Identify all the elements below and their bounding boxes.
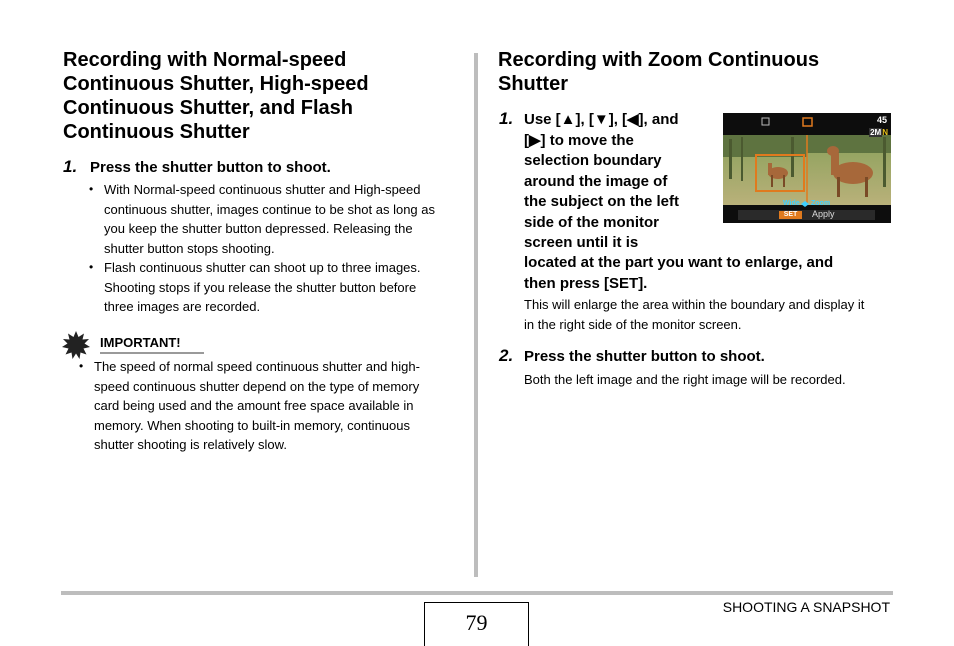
column-divider [474,53,478,577]
bullet-item [89,180,464,258]
text-line: continuous shutter, images continue to be shot as long as [104,201,435,217]
text-line: Shooting stops if you release the shutter button before [104,279,417,295]
right-section-heading [498,48,898,96]
text-line: • With Normal-speed continuous shutter and High-speed [104,182,421,197]
camera-monitor-image [723,113,891,223]
bullet-item [79,357,464,455]
text-line: in the right side of the monitor screen. [524,316,742,332]
heading-line: Continuous Shutter, and Flash [63,97,353,119]
right-step-1-description [524,295,894,334]
text-line: shutter shooting is relatively slow. [94,437,287,452]
camera-screen-graphic [723,113,891,223]
heading-line: Shutter [498,73,568,95]
image-size-label: 2M [870,128,882,137]
important-bullets [79,357,464,455]
left-step-1 [63,157,463,177]
heading-line: Recording with Normal-speed [63,49,347,71]
right-step-1-text-narrow [524,110,719,254]
apply-label: Apply [812,209,835,219]
step-text: Press the shutter button to shoot. [90,159,331,176]
text-line: shutter button stops shooting. [104,240,275,256]
footer-divider [61,591,893,595]
right-step-2-text: Press the shutter button to shoot. [524,348,765,365]
right-step-2-description: Both the left image and the right image will be recorded. [524,372,846,387]
bullet-item [89,258,464,317]
text-line: memory. When shooting to built-in memory, continuous [94,417,410,433]
important-label: IMPORTANT! [100,335,204,354]
text-line: Use [▲], [▼], [◀], and [524,111,679,128]
zoom-zoom-label: Zoom [811,200,831,207]
text-line: card being used and the amount free space available in [94,398,414,413]
text-line: speed continuous shutter depend on the type of memory [94,378,420,394]
quality-label: N [882,128,888,137]
zoom-wide-label: Wide [783,200,800,207]
text-line: • The speed of normal speed continuous shutter and high- [94,359,420,374]
text-line: around the image of [524,172,668,190]
text-line: the subject on the left [524,193,680,210]
image-size-indicator [869,128,888,137]
text-line: This will enlarge the area within the boundary and display it [524,297,865,312]
text-line: then press [SET]. [524,274,648,292]
text-line: [▶] to move the [524,131,634,149]
important-burst-icon [62,331,90,359]
set-key-label: SET [783,211,798,218]
right-step-2-number: 2. [499,346,514,365]
page-number: 79 [424,602,529,646]
text-line: screen until it is [524,234,639,251]
heading-line: Recording with Zoom Continuous [498,49,820,71]
shot-count: 45 [876,115,887,125]
text-line: side of the monitor [524,213,659,231]
step-number: 1. [63,157,78,176]
text-line: you keep the shutter button depressed. Releasing the [104,221,413,236]
heading-line: Continuous Shutter, High-speed [63,73,369,95]
left-section-heading [63,48,463,144]
heading-line: Continuous Shutter [63,121,250,143]
right-step-1-text-wide [524,253,894,294]
right-step-1-number: 1. [499,109,514,128]
text-line: • Flash continuous shutter can shoot up to three images. [104,260,421,275]
left-step-1-bullets [89,180,464,317]
text-line: located at the part you want to enlarge, and [524,254,834,271]
text-line: three images are recorded. [104,299,261,314]
section-title: SHOOTING A SNAPSHOT [722,599,890,615]
text-line: selection boundary [524,152,662,169]
